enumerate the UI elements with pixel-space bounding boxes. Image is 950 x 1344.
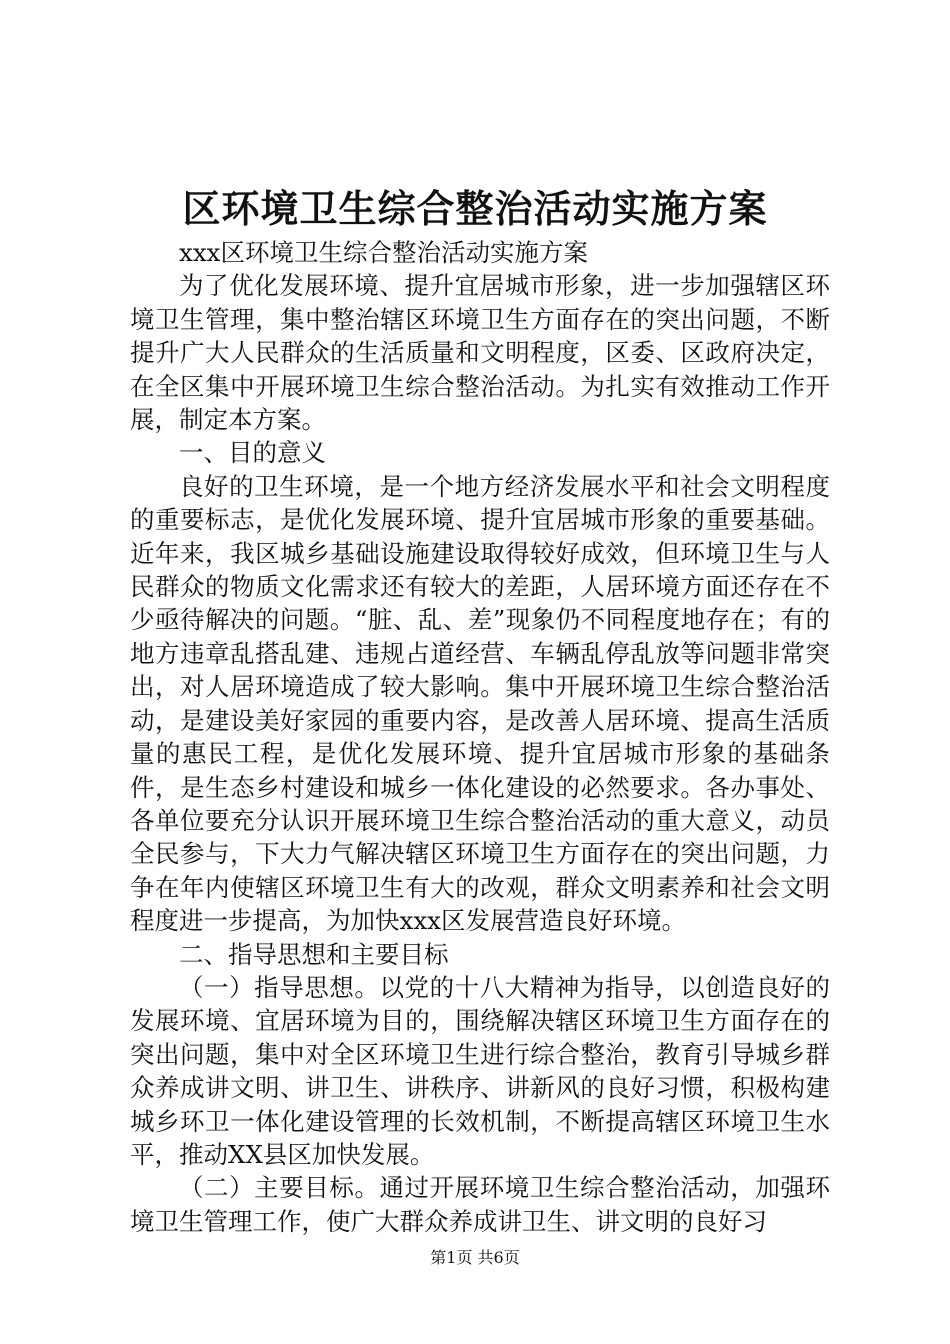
paragraph-purpose: 良好的卫生环境，是一个地方经济发展水平和社会文明程度的重要标志，是优化发展环境、提升宜居城市形象的重要基础。近年来，我区城乡基础设施建设取得较好成效，但环境卫生与人民群众的物质文化需求还有较大的差距，人居环境方面还存在不少亟待解决的问题。“脏、乱、差”现象仍不同程度地存在；有的地方违章乱搭乱建、违规占道经营、车辆乱停乱放等问题非常突出，对人居环境造成了较大影响。集中开展环境卫生综合整治活动，是建设美好家园的重要内容，是改善人居环境、提高生活质量的惠民工程，是优化发展环境、提升宜居城市形象的基础条件，是生态乡村建设和城乡一体化建设的必然要求。各办事处、各单位要充分认识开展环境卫生综合整治活动的重大意义，动员全民参与，下大力气解决辖区环境卫生方面存在的突出问题，力争在年内使辖区环境卫生有大的改观，群众文明素养和社会文明程度进一步提高，为加快xxx区发展营造良好环境。 — [130, 471, 830, 936]
paragraph-intro: 为了优化发展环境、提升宜居城市形象，进一步加强辖区环境卫生管理，集中整治辖区环境卫生方面存在的突出问题，不断提升广大人民群众的生活质量和文明程度，区委、区政府决定，在全区集中开展环境卫生综合整治活动。为扎实有效推动工作开展，制定本方案。 — [130, 271, 830, 435]
paragraph-guiding-thought: （一）指导思想。以党的十八大精神为指导，以创造良好的发展环境、宜居环境为目的，围绕解决辖区环境卫生方面存在的突出问题，集中对全区环境卫生进行综合整治，教育引导城乡群众养成讲文明、讲卫生、讲秩序、讲新风的良好习惯，积极构建城乡环卫一体化建设管理的长效机制，不断提高辖区环境卫生水平，推动XX县区加快发展。 — [130, 972, 830, 1169]
paragraph-main-goal: （二）主要目标。通过开展环境卫生综合整治活动，加强环境卫生管理工作，使广大群众养成讲卫生、讲文明的良好习 — [130, 1173, 830, 1236]
paragraph-subtitle: xxx区环境卫生综合整治活动实施方案 — [179, 238, 588, 267]
document-body — [130, 236, 830, 1238]
section-heading-purpose: 一、目的意义 — [179, 438, 326, 468]
section-heading-guidance: 二、指导思想和主要目标 — [179, 939, 449, 969]
document-title: 区环境卫生综合整治活动实施方案 — [182, 186, 768, 231]
page-footer: 第1页 共6页 — [430, 1248, 520, 1267]
